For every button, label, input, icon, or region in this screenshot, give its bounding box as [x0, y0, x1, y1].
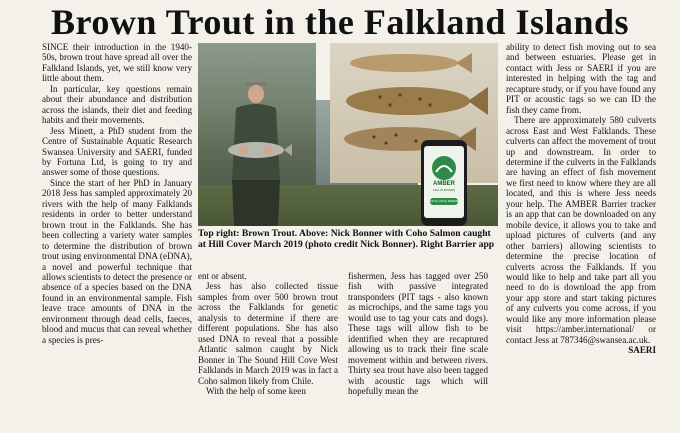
paragraph: There are approximately 580 culverts across East and West Falklands. These culverts can affect the movement of trout up and downstream. In order to determine if the culverts in the Falklands are having an effect of fish movement we first need to know where they are all located, and this is where Jess needs your help. The AMBER Barrier tracker is an app that can be downloaded on any mobile device, it allows you to take and upload pictures of culverts (and any other barriers) allowing scientists to determine the precise location of culverts across the Falklands. If you would like to help and take part all you need to do is download the app from your app store and start taking pictures of any culverts you come across, if you would like any more information please visit https://amber.international/ or contact Jess at 787346@swansea.ac.uk.	[506, 115, 656, 345]
paragraph: Jess Minett, a PhD student from the Centre of Sustainable Aquatic Research Swansea University and SAERI, funded by Fortuna Ltd, is going to try and answer some of those questions.	[42, 125, 192, 178]
app-logo-text: AMBER	[433, 181, 455, 187]
paragraph: Since the start of her PhD in January 2018 Jess has sampled approximately 20 rivers with the help of many Falklands residents in order to better understand brown trout in the Falklands. She has been collecting a variety water samples to determine the distribution of brown trout using environmental DNA (eDNA), a novel and powerful technique that allows scientists to detect the presence or absence of a species based on the DNA found in an environmental sample. Fish leave trace amounts of DNA in the environment through dead cells, faeces, blood and mucus that can reveal whether a species is pres-	[42, 177, 192, 345]
paragraph: In particular, key questions remain about their abundance and distribution across the islands, their diet and feeding habits and their movements.	[42, 83, 192, 126]
barrier-app-screen	[424, 146, 464, 218]
phone-image	[421, 140, 467, 226]
article-column-4	[506, 42, 656, 356]
angler-with-salmon-image	[222, 70, 292, 226]
app-button-label: ATLAS LOCAL BARRIERS	[430, 200, 462, 203]
headline: Brown Trout in the Falkland Islands	[50, 2, 630, 42]
signature: SAERI	[628, 345, 656, 356]
article-column-2	[198, 271, 338, 396]
paragraph: With the help of some keen	[206, 385, 306, 396]
paragraph: ability to detect fish moving out to sea and between estuaries. Please get in contact with Jess or SAERI if you are interested in helping with the tag and recapture study, or if you have found any PIT or acoustic tags so we can ID the fish they came from.	[506, 42, 656, 115]
app-logo-subtext: LIFE IN RIVERS	[432, 188, 456, 192]
paragraph: SINCE their introduction in the 1940-50s, brown trout have spread all over the Falkland Islands, yet, we still know very little about them.	[42, 42, 192, 84]
article-column-3	[348, 271, 488, 396]
photo-caption: Top right: Brown Trout. Above: Nick Bonner with Coho Salmon caught at Hill Cover March 2019 (photo credit Nick Bonner). Right Barrier app	[198, 228, 495, 250]
paragraph: Jess has also collected tissue samples from over 500 brown trout across the Falklands for genetic analysis to determine if there are different populations. She has also used DNA to reveal that a possible Atlantic salmon caught by Nick Bonner in The Sound Hill Cove West Falklands in March 2019 was in fact a Coho salmon likely from Chile.	[198, 281, 338, 386]
brown-trout-image	[330, 43, 498, 183]
article-column-1	[42, 42, 192, 345]
paragraph: fishermen, Jess has tagged over 250 fish with passive integrated transponders (PIT tags - also known as microchips, and the same tags you would use to tag your cats and dogs). These tags will allow fish to be identified when they are recaptured allowing us to track their fine scale movement within and between rivers. Thirty sea trout have also been tagged with acoustic tags which will hopefully mean the	[348, 271, 488, 396]
trout-photos-panel	[330, 43, 498, 183]
paragraph: ent or absent.	[198, 271, 247, 281]
